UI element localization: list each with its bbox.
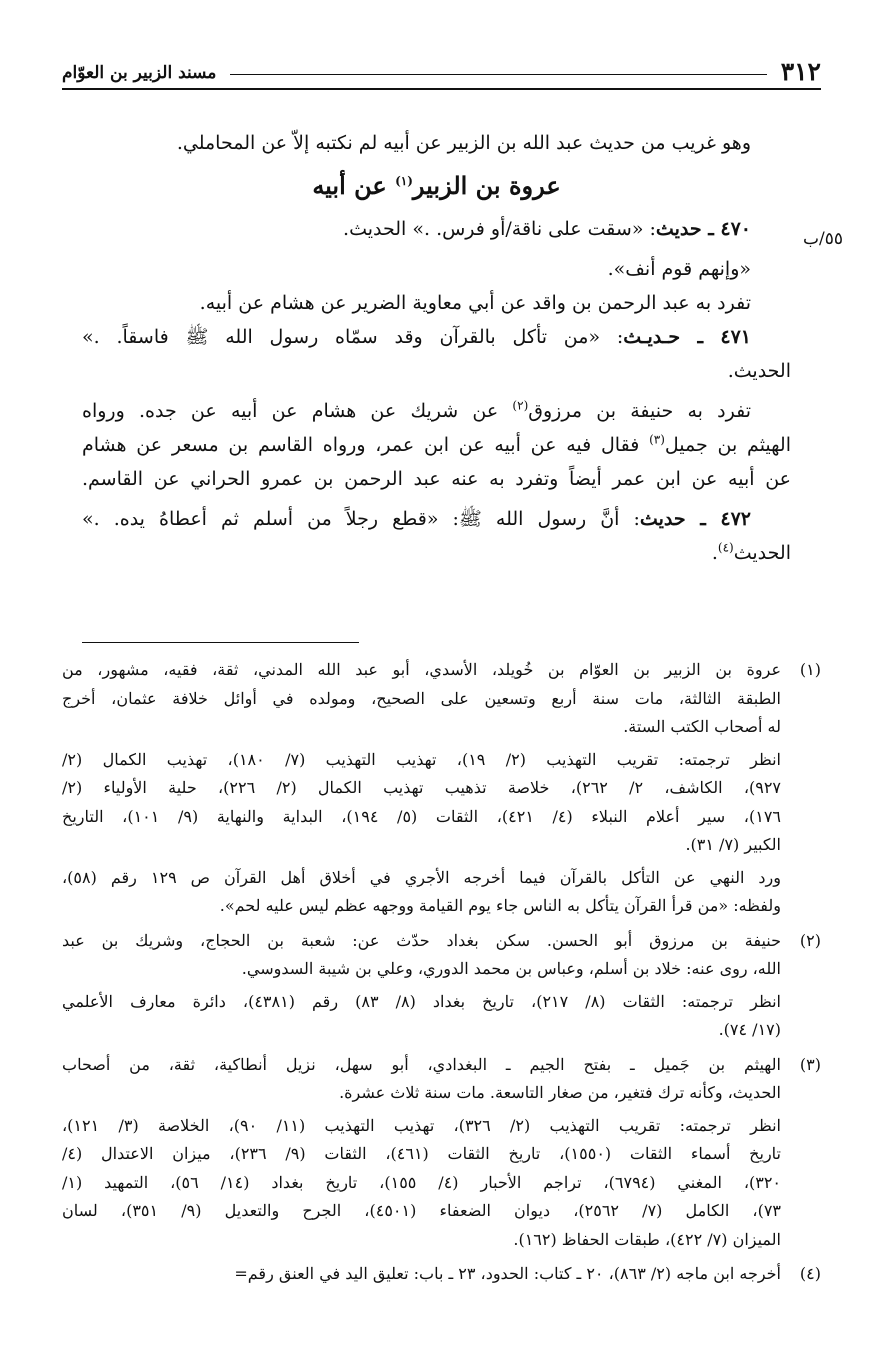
- footnote-line: الهيثم بن جَميل ـ بفتح الجيم ـ البغدادي، أبو سهل، نزيل أنطاكية، ثقة، من أصحاب: [62, 1054, 781, 1074]
- footnote-label: (٢): [799, 930, 821, 950]
- footnote-line: حنيفة بن مرزوق أبو الحسن. سكن بغداد حدّث عن: شعبة بن الحجاج، وشريك بن عبد: [62, 930, 781, 950]
- footnote-line: الطبقة الثالثة، مات سنة أربع وتسعين على الصحيح، ومولده في أوائل خلافة عثمان، أخرج: [62, 688, 781, 708]
- footnote-ref: (٤): [717, 540, 734, 555]
- footnote-line: الحديث، وكأنه ترك فتغير، من صغار التاسعة. مات سنة ثلاث عشرة.: [339, 1083, 781, 1102]
- hadith-472: ٤٧٢ ـ حديث: أنَّ رسول الله ﷺ: «قطع رجلاً من أسلم ثم أعطاهُ يده. .»: [82, 508, 751, 530]
- footnote-line: ورد النهي عن التأكل بالقرآن فيما أخرجه الأجري في أخلاق أهل القرآن ص ١٢٩ رقم (٥٨)،: [62, 867, 781, 887]
- footnote-line: تاريخ أسماء الثقات (١٥٥٠)، تاريخ الثقات (٤٦١)، الثقات (٩/ ٢٣٦)، ميزان الاعتدال (٤/: [62, 1144, 781, 1163]
- footnote-ref: (١): [395, 174, 413, 188]
- footnote-label: (٣): [799, 1054, 821, 1074]
- footnote-separator: [82, 642, 359, 643]
- page-header: [62, 54, 821, 90]
- hadith-470-note: تفرد به عبد الرحمن بن واقد عن أبي معاوية الضرير عن هشام عن أبيه.: [199, 292, 751, 314]
- footnote-line: الله، روى عنه: خلاد بن أسلم، وعباس بن محمد الدوري، وعلي بن شيبة السدوسي.: [241, 959, 781, 978]
- footnote-line: الميزان (٧/ ٤٢٢)، طبقات الحفاظ (١٦٢).: [513, 1229, 781, 1249]
- hadith-470: ٤٧٠ ـ حديث: «سقت على ناقة/أو فرس. .» الحديث.: [343, 218, 751, 240]
- manuscript-folio-note: ٥٥/ب: [803, 229, 843, 249]
- footnote-1: [62, 656, 821, 921]
- footnote-line: ١٧٦)، سير أعلام النبلاء (٤/ ٤٢١)، الثقات (٥/ ١٩٤)، البداية والنهاية (٩/ ١٠١)، التاريخ: [62, 806, 781, 826]
- footnote-line: ولفظه: «من قرأ القرآن يتأكل به الناس جاء يوم القيامة ووجهه عظم ليس عليه لحم».: [219, 896, 781, 915]
- footnote-line: أخرجه ابن ماجه (٢/ ٨٦٣)، ٢٠ ـ كتاب: الحدود، ٢٣ ـ باب: تعليق اليد في العنق رقم=: [234, 1264, 781, 1283]
- page-number: ٣١٢: [780, 57, 821, 86]
- footnote-line: ٣٢٠)، المغني (٦٧٩٤)، تراجم الأحبار (٤/ ١٥٥)، تاريخ بغداد (١٤/ ٥٦)، التمهيد (١/: [62, 1172, 781, 1192]
- footnote-label: (٤): [799, 1264, 821, 1283]
- footnote-label: (١): [799, 660, 821, 679]
- para-line-3: عن أبيه عن ابن عمر أيضاً وتفرد به عنه عبد الرحمن بن عمرو الحراني عن القاسم.: [82, 468, 791, 490]
- section-heading: عروة بن الزبير$^{(١)}$ عن أبيه: [312, 171, 561, 200]
- footnote-ref: (٢): [512, 398, 529, 413]
- para-line-2: الهيثم بن جميل$^{(٣)}$ فقال فيه عن أبيه عن ابن عمر، ورواه القاسم بن مسعر عن هشام: [82, 432, 791, 456]
- footnote-line: عروة بن الزبير بن العوّام بن خُويلد، الأسدي، أبو عبد الله المدني، ثقة، فقيه، مشهور، من: [62, 660, 781, 679]
- footnote-body: [62, 927, 781, 1045]
- footnote-line: (١٧/ ٧٤).: [718, 1020, 781, 1039]
- footnote-line: انظر ترجمته: تقريب التهذيب (٢/ ٣٢٦)، تهذيب التهذيب (١١/ ٩٠)، الخلاصة (٣/ ١٢١)،: [62, 1115, 781, 1135]
- footnote-3: [62, 1051, 821, 1255]
- footnote-2: [62, 927, 821, 1045]
- footnote-line: له أصحاب الكتب الستة.: [623, 717, 781, 736]
- footnote-body: [62, 1260, 781, 1289]
- footnotes: [62, 656, 821, 1295]
- main-text: [82, 126, 791, 570]
- footnote-line: ٧٣)، الكامل (٧/ ٢٥٦٢)، ديوان الضعفاء (٤٥٠١)، الجرح والتعديل (٩/ ٣٥١)، لسان: [62, 1201, 781, 1220]
- footnote-4: [62, 1260, 821, 1289]
- footnote-body: [62, 1051, 781, 1255]
- running-title: مسند الزبير بن العوّام: [62, 63, 217, 83]
- hadith-471-end: الحديث.: [727, 360, 791, 382]
- footnote-line: انظر ترجمته: تقريب التهذيب (٢/ ١٩)، تهذيب التهذيب (٧/ ١٨٠)، تهذيب الكمال (٢/: [62, 749, 781, 769]
- hadith-471: ٤٧١ ـ حـديـث: «من تأكل بالقرآن وقد سمّاه رسول الله ﷺ فاسقاً. .»: [82, 326, 752, 348]
- footnote-line: انظر ترجمته: الثقات (٨/ ٢١٧)، تاريخ بغداد (٨/ ٨٣) رقم (٤٣٨١)، دائرة معارف الأعلمي: [62, 991, 781, 1011]
- para-line-1: تفرد به حنيفة بن مرزوق$^{(٢)}$ عن شريك عن هشام عن أبيه عن جده. ورواه: [82, 398, 751, 422]
- intro-line: وهو غريب من حديث عبد الله بن الزبير عن أبيه لم نكتبه إلاّ عن المحاملي.: [176, 132, 751, 154]
- hadith-472-end: الحديث$^{(٤)}$.: [711, 540, 791, 564]
- footnote-ref: (٣): [649, 432, 665, 447]
- footnote-line: الكبير (٧/ ٣١).: [685, 835, 781, 854]
- footnote-line: ٩٢٧)، الكاشف، ٢/ ٢٦٢)، خلاصة تذهيب تهذيب الكمال (٢/ ٢٢٦)، حلية الأولياء (٢/: [62, 778, 781, 797]
- footnote-body: [62, 656, 781, 921]
- hadith-470-quote: «وإنهم قوم أنف».: [607, 258, 751, 280]
- header-rule: [230, 74, 766, 75]
